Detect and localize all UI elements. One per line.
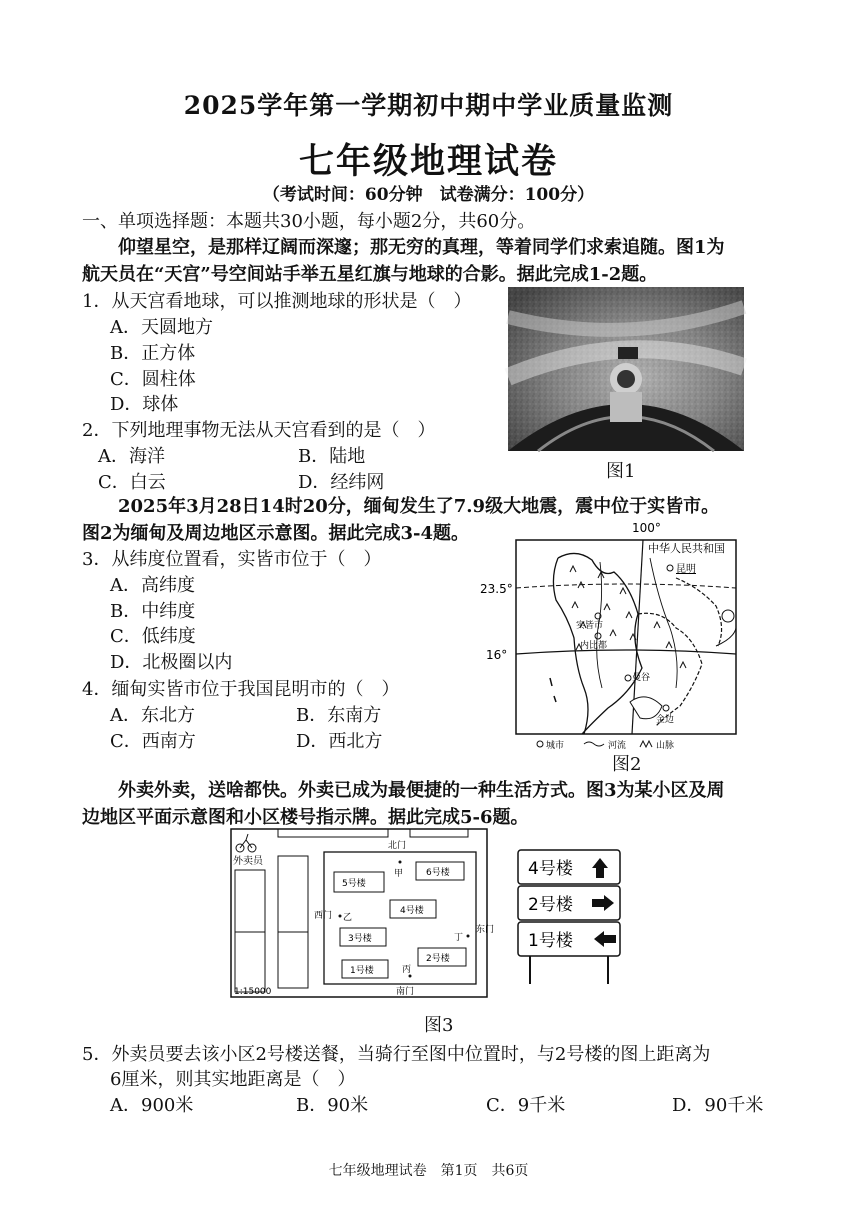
legend-city-icon xyxy=(537,741,543,747)
sagaing-label: 实皆市 xyxy=(576,621,604,631)
legend-river: 河流 xyxy=(608,741,627,751)
q1-option-b[interactable]: B．正方体 xyxy=(110,343,196,364)
intro-line-2: 航天员在“天宫”号空间站手举五星红旗与地球的合影。据此完成1-2题。 xyxy=(82,264,658,285)
phnompenh-label: 金边 xyxy=(656,715,675,725)
point-bing: 丙 xyxy=(402,965,412,975)
kunming-label: 昆明 xyxy=(676,564,696,575)
china-label: 中华人民共和国 xyxy=(648,542,725,555)
q5-option-a[interactable]: A．900米 xyxy=(110,1095,194,1116)
q3-option-a[interactable]: A．高纬度 xyxy=(110,575,195,596)
q1-option-a[interactable]: A．天圆地方 xyxy=(110,317,213,338)
legend-mountain: 山脉 xyxy=(656,741,675,751)
figure-3-caption: 图3 xyxy=(424,1015,454,1036)
figure-2-caption: 图2 xyxy=(612,754,642,775)
q3-option-d[interactable]: D．北极圈以内 xyxy=(110,652,233,673)
building-1: 1号楼 xyxy=(350,966,374,976)
q2-option-a[interactable]: A．海洋 xyxy=(98,446,165,467)
q3-option-c[interactable]: C．低纬度 xyxy=(110,626,196,647)
east-gate-label: 东门 xyxy=(476,925,495,935)
q4-option-d[interactable]: D．西北方 xyxy=(296,731,383,752)
q5-option-c[interactable]: C．9千米 xyxy=(486,1095,566,1116)
point-yi: 乙 xyxy=(343,913,353,923)
courier-label: 外卖员 xyxy=(233,856,263,867)
sign-building-2: 2号楼 xyxy=(528,895,573,915)
q2-option-b[interactable]: B．陆地 xyxy=(298,446,366,467)
intro-line-1: 仰望星空，是那样辽阔而深邃；那无穷的真理，等着同学们求索追随。图1为 xyxy=(118,237,725,258)
q2-stem: 2．下列地理事物无法从天宫看到的是（ ） xyxy=(82,420,436,441)
longitude-label: 100° xyxy=(632,521,661,535)
passage2-line-2: 图2为缅甸及周边地区示意图。据此完成3-4题。 xyxy=(82,523,470,544)
subject-title: 七年级地理试卷 xyxy=(298,141,558,182)
west-gate-label: 西门 xyxy=(314,911,333,921)
point-jia: 甲 xyxy=(394,869,404,879)
figure-3-map xyxy=(230,828,495,1000)
figure-1-caption: 图1 xyxy=(606,461,636,482)
map-scale: 1:15000 xyxy=(234,987,272,997)
naypyidaw-label: 内比都 xyxy=(580,641,608,651)
passage2-line-1: 2025年3月28日14时20分，缅甸发生了7.9级大地震，震中位于实皆市。 xyxy=(118,496,720,517)
q4-option-b[interactable]: B．东南方 xyxy=(296,705,382,726)
building-6: 6号楼 xyxy=(426,868,450,878)
q3-stem: 3．从纬度位置看，实皆市位于（ ） xyxy=(82,549,382,570)
building-5: 5号楼 xyxy=(342,879,366,889)
q5-stem-line-2: 6厘米，则其实地距离是（ ） xyxy=(110,1069,356,1090)
south-gate-label: 南门 xyxy=(396,987,415,997)
figure-2-map xyxy=(480,518,770,750)
q1-option-c[interactable]: C．圆柱体 xyxy=(110,369,196,390)
q5-stem-line-1: 5．外卖员要去该小区2号楼送餐，当骑行至图中位置时，与2号楼的图上距离为 xyxy=(82,1044,711,1065)
q5-option-b[interactable]: B．90米 xyxy=(296,1095,369,1116)
latitude-23-label: 23.5° xyxy=(480,582,513,596)
q1-stem: 1．从天宫看地球，可以推测地球的形状是（ ） xyxy=(82,291,472,312)
building-4: 4号楼 xyxy=(400,906,424,916)
section-heading: 一、单项选择题：本题共30小题，每小题2分，共60分。 xyxy=(82,211,536,232)
passage3-line-2: 边地区平面示意图和小区楼号指示牌。据此完成5-6题。 xyxy=(82,807,529,828)
legend-city: 城市 xyxy=(546,741,565,751)
exam-info: （考试时间：60分钟 试卷满分：100分） xyxy=(262,185,595,205)
exam-title: 2025学年第一学期初中期中学业质量监测 xyxy=(183,91,674,120)
sign-building-1: 1号楼 xyxy=(528,931,573,951)
q4-stem: 4．缅甸实皆市位于我国昆明市的（ ） xyxy=(82,679,400,700)
sign-building-4: 4号楼 xyxy=(528,859,573,879)
figure-1-photo xyxy=(508,287,744,451)
legend-river-icon xyxy=(584,742,604,746)
q1-option-d[interactable]: D．球体 xyxy=(110,394,179,415)
q3-option-b[interactable]: B．中纬度 xyxy=(110,601,196,622)
page-footer: 七年级地理试卷 第1页 共6页 xyxy=(328,1163,529,1179)
north-gate-label: 北门 xyxy=(388,841,407,851)
q4-option-c[interactable]: C．西南方 xyxy=(110,731,196,752)
q5-option-d[interactable]: D．90千米 xyxy=(672,1095,764,1116)
building-sign xyxy=(516,848,626,986)
legend-mountain-icon xyxy=(640,741,652,747)
building-2: 2号楼 xyxy=(426,954,450,964)
bangkok-label: 曼谷 xyxy=(632,673,651,683)
building-3: 3号楼 xyxy=(348,934,372,944)
passage3-line-1: 外卖外卖，送啥都快。外卖已成为最便捷的一种生活方式。图3为某小区及周 xyxy=(118,780,725,801)
q2-option-d[interactable]: D．经纬网 xyxy=(298,472,385,493)
q4-option-a[interactable]: A．东北方 xyxy=(110,705,195,726)
q2-option-c[interactable]: C．白云 xyxy=(98,472,166,493)
point-ding: 丁 xyxy=(454,933,464,943)
latitude-16-label: 16° xyxy=(486,648,508,662)
